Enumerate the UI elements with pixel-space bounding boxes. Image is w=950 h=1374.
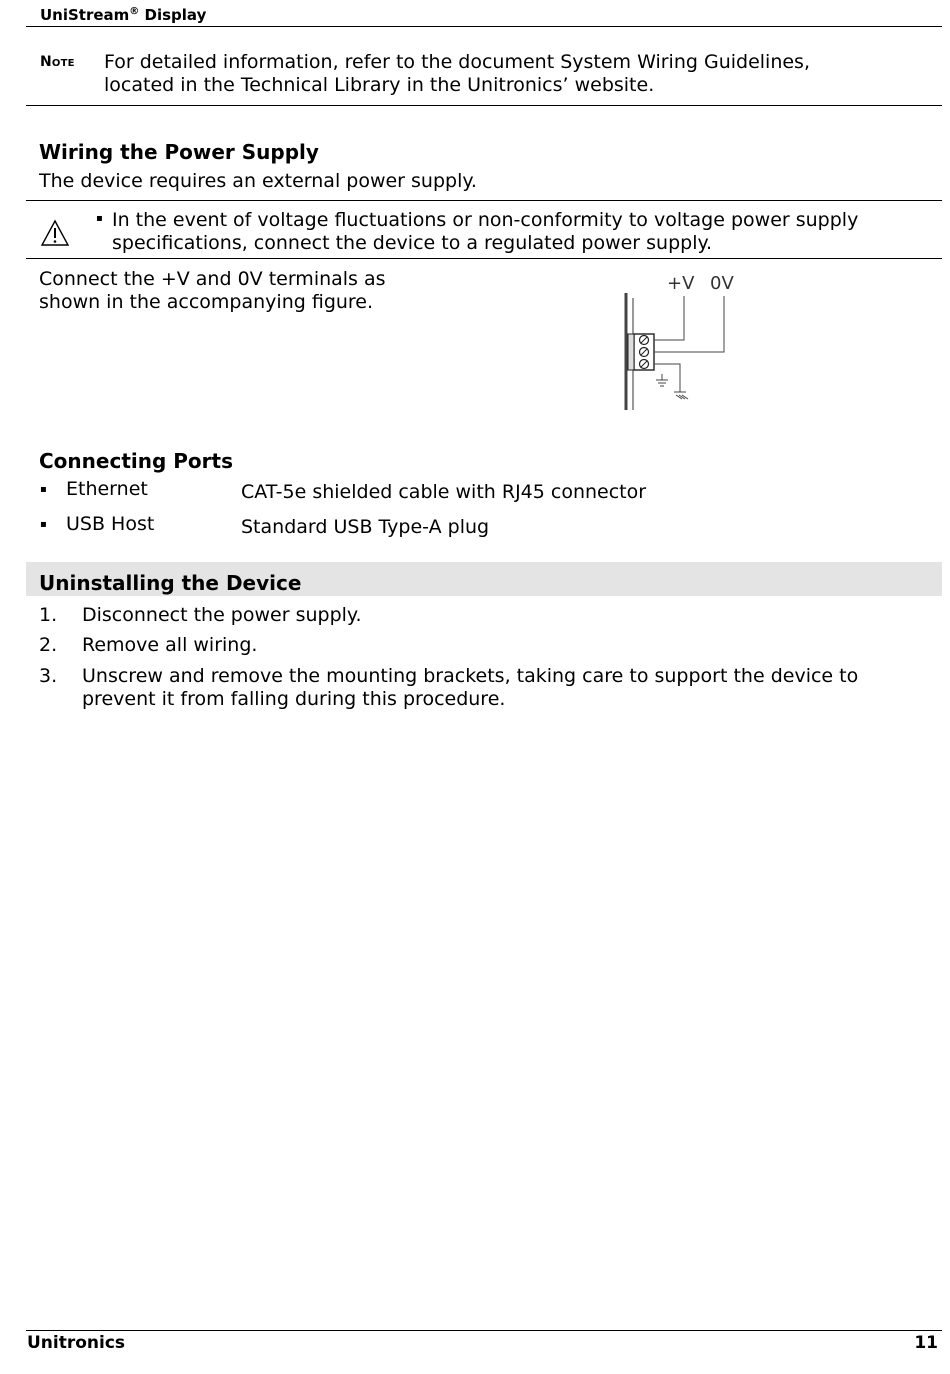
page-number: 11 [914, 1333, 938, 1353]
connect-line: Connect the +V and 0V terminals as [39, 268, 386, 290]
ground-wire [654, 364, 680, 392]
port-name-usb-host: USB Host [66, 513, 155, 535]
uninstall-heading: Uninstalling the Device [39, 571, 302, 595]
connect-line: shown in the accompanying figure. [39, 291, 374, 313]
step-text: Disconnect the power supply. [82, 604, 362, 626]
step-line: prevent it from falling during this procedure. [82, 688, 506, 710]
header-rule [26, 26, 942, 27]
note-text [104, 51, 924, 97]
power-heading: Wiring the Power Supply [39, 140, 319, 164]
power-wiring-figure [600, 268, 760, 416]
zero-v-label: 0V [710, 273, 734, 294]
note-line: For detailed information, refer to the document System Wiring Guidelines, [104, 51, 810, 73]
warning-line: specifications, connect the device to a regulated power supply. [112, 232, 713, 254]
registered-mark: ® [129, 6, 140, 17]
power-intro: The device requires an external power supply. [39, 170, 477, 192]
step-text [82, 665, 912, 711]
running-header [40, 6, 206, 24]
note-label: Note [40, 54, 75, 70]
plus-v-label: +V [667, 273, 695, 294]
plus-v-wire [654, 296, 684, 340]
warning-bullet: ▪ [96, 213, 103, 224]
footer-rule [26, 1330, 942, 1331]
warning-bottom-rule [26, 258, 942, 259]
connect-instructions [39, 268, 439, 314]
warning-icon [40, 219, 70, 247]
warning-line: In the event of voltage fluctuations or non-conformity to voltage power supply [112, 209, 859, 231]
port-description-usb-host: Standard USB Type-A plug [241, 516, 490, 538]
terminal-plug [628, 334, 634, 370]
note-rule [26, 105, 942, 106]
port-bullet: ▪ [40, 484, 47, 495]
footer-company: Unitronics [27, 1333, 126, 1353]
port-name-ethernet: Ethernet [66, 478, 148, 500]
step-number: 2. [39, 634, 58, 656]
header-title: UniStream [40, 6, 130, 24]
header-title-suffix: Display [139, 6, 207, 24]
warning-top-rule [26, 200, 942, 201]
step-number: 3. [39, 665, 58, 687]
warning-text [112, 209, 912, 255]
port-description-ethernet: CAT-5e shielded cable with RJ45 connector [241, 481, 647, 503]
step-number: 1. [39, 604, 58, 626]
step-line: Unscrew and remove the mounting brackets, taking care to support the device to [82, 665, 859, 687]
note-line: located in the Technical Library in the Unitronics’ website. [104, 74, 655, 96]
port-bullet: ▪ [40, 519, 47, 530]
step-text: Remove all wiring. [82, 634, 258, 656]
zero-v-wire [654, 296, 724, 352]
ports-heading: Connecting Ports [39, 449, 233, 473]
